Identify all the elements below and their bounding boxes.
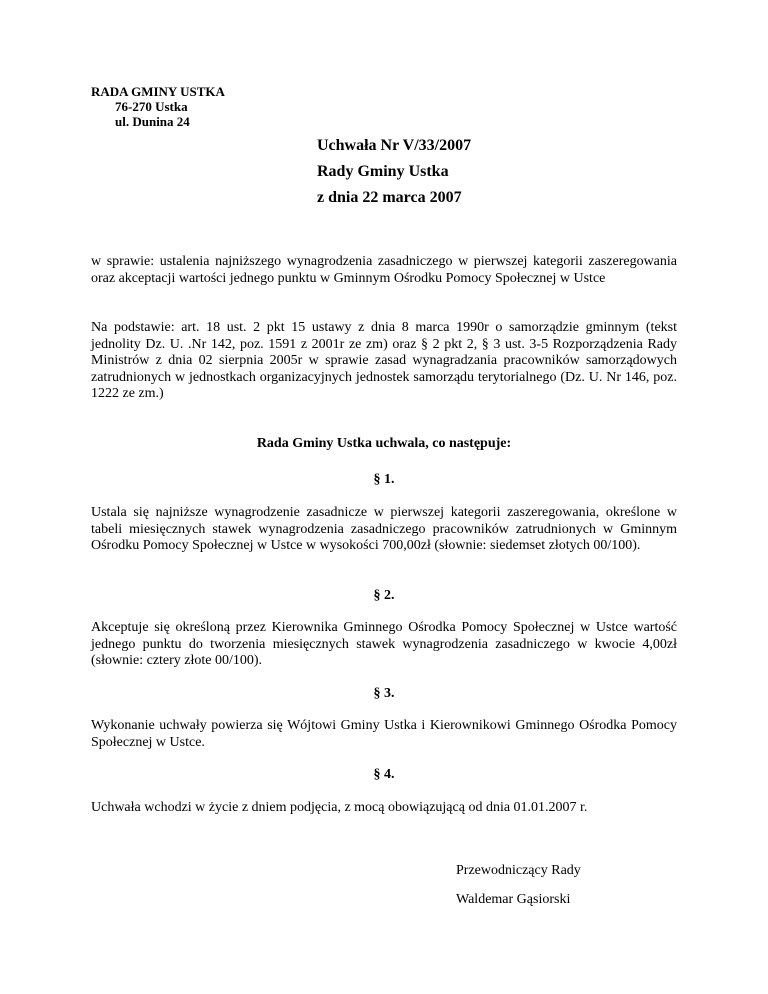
section-2-text: Akceptuje się określoną przez Kierownika Gminnego Ośrodka Pomocy Społecznej w Ustce wartość jednego punktu do tworzenia miesięcznych stawek wynagrodzenia zasadniczego w kwocie 4,00zł (słownie: cztery złote 00/100). [91,620,677,668]
sender-street: ul. Dunina 24 [115,114,190,129]
signature-role: Przewodniczący Rady [456,863,581,878]
sender-org: RADA GMINY USTKA [91,84,225,99]
sender-address [91,84,225,129]
subject-paragraph: w sprawie: ustalenia najniższego wynagrodzenia zasadniczego w pierwszej kategorii zaszeregowania oraz akceptacji wartości jednego punktu w Gminnym Ośrodku Pomocy Społecznej w Ustce [91,254,677,286]
section-3-text: Wykonanie uchwały powierza się Wójtowi Gminy Ustka i Kierownikowi Gminnego Ośrodka Pomocy Społecznej w Ustce. [91,718,677,750]
section-1-mark: § 1. [373,472,395,487]
section-4-mark: § 4. [373,767,395,782]
legal-basis-paragraph: Na podstawie: art. 18 ust. 2 pkt 15 ustawy z dnia 8 marca 1990r o samorządzie gminnym (tekst jednolity Dz. U. .Nr 142, poz. 1591 z 2001r ze zm) oraz § 2 pkt 2, § 3 ust. 3-5 Rozporządzenia Rady Ministrów z dnia 02 sierpnia 2005r w sprawie zasad wynagradzania pracowników samorządowych zatrudnionych w jednostkach organizacyjnych jednostek samorządu terytorialnego (Dz. U. Nr 146, poz. 1222 ze zm.) [91,320,677,401]
resolution-body: Rady Gminy Ustka [317,163,449,180]
resolution-date: z dnia 22 marca 2007 [317,189,462,206]
resolves-heading: Rada Gminy Ustka uchwala, co następuje: [256,436,512,451]
signature-name: Waldemar Gąsiorski [456,892,571,907]
resolution-title [317,133,471,211]
sender-postal: 76-270 Ustka [115,99,188,114]
section-3-mark: § 3. [373,686,395,701]
section-4-text: Uchwała wchodzi w życie z dniem podjęcia, z mocą obowiązującą od dnia 01.01.2007 r. [91,800,588,815]
section-1-text: Ustala się najniższe wynagrodzenie zasadnicze w pierwszej kategorii zaszeregowania, określone w tabeli miesięcznych stawek wynagrodzenia zasadniczego pracowników zatrudnionych w Gminnym Ośrodku Pomocy Społecznej w Ustce w wysokości 700,00zł (słownie: siedemset złotych 00/100). [91,505,677,553]
section-2-mark: § 2. [373,588,395,603]
resolution-number: Uchwała Nr V/33/2007 [317,137,472,154]
